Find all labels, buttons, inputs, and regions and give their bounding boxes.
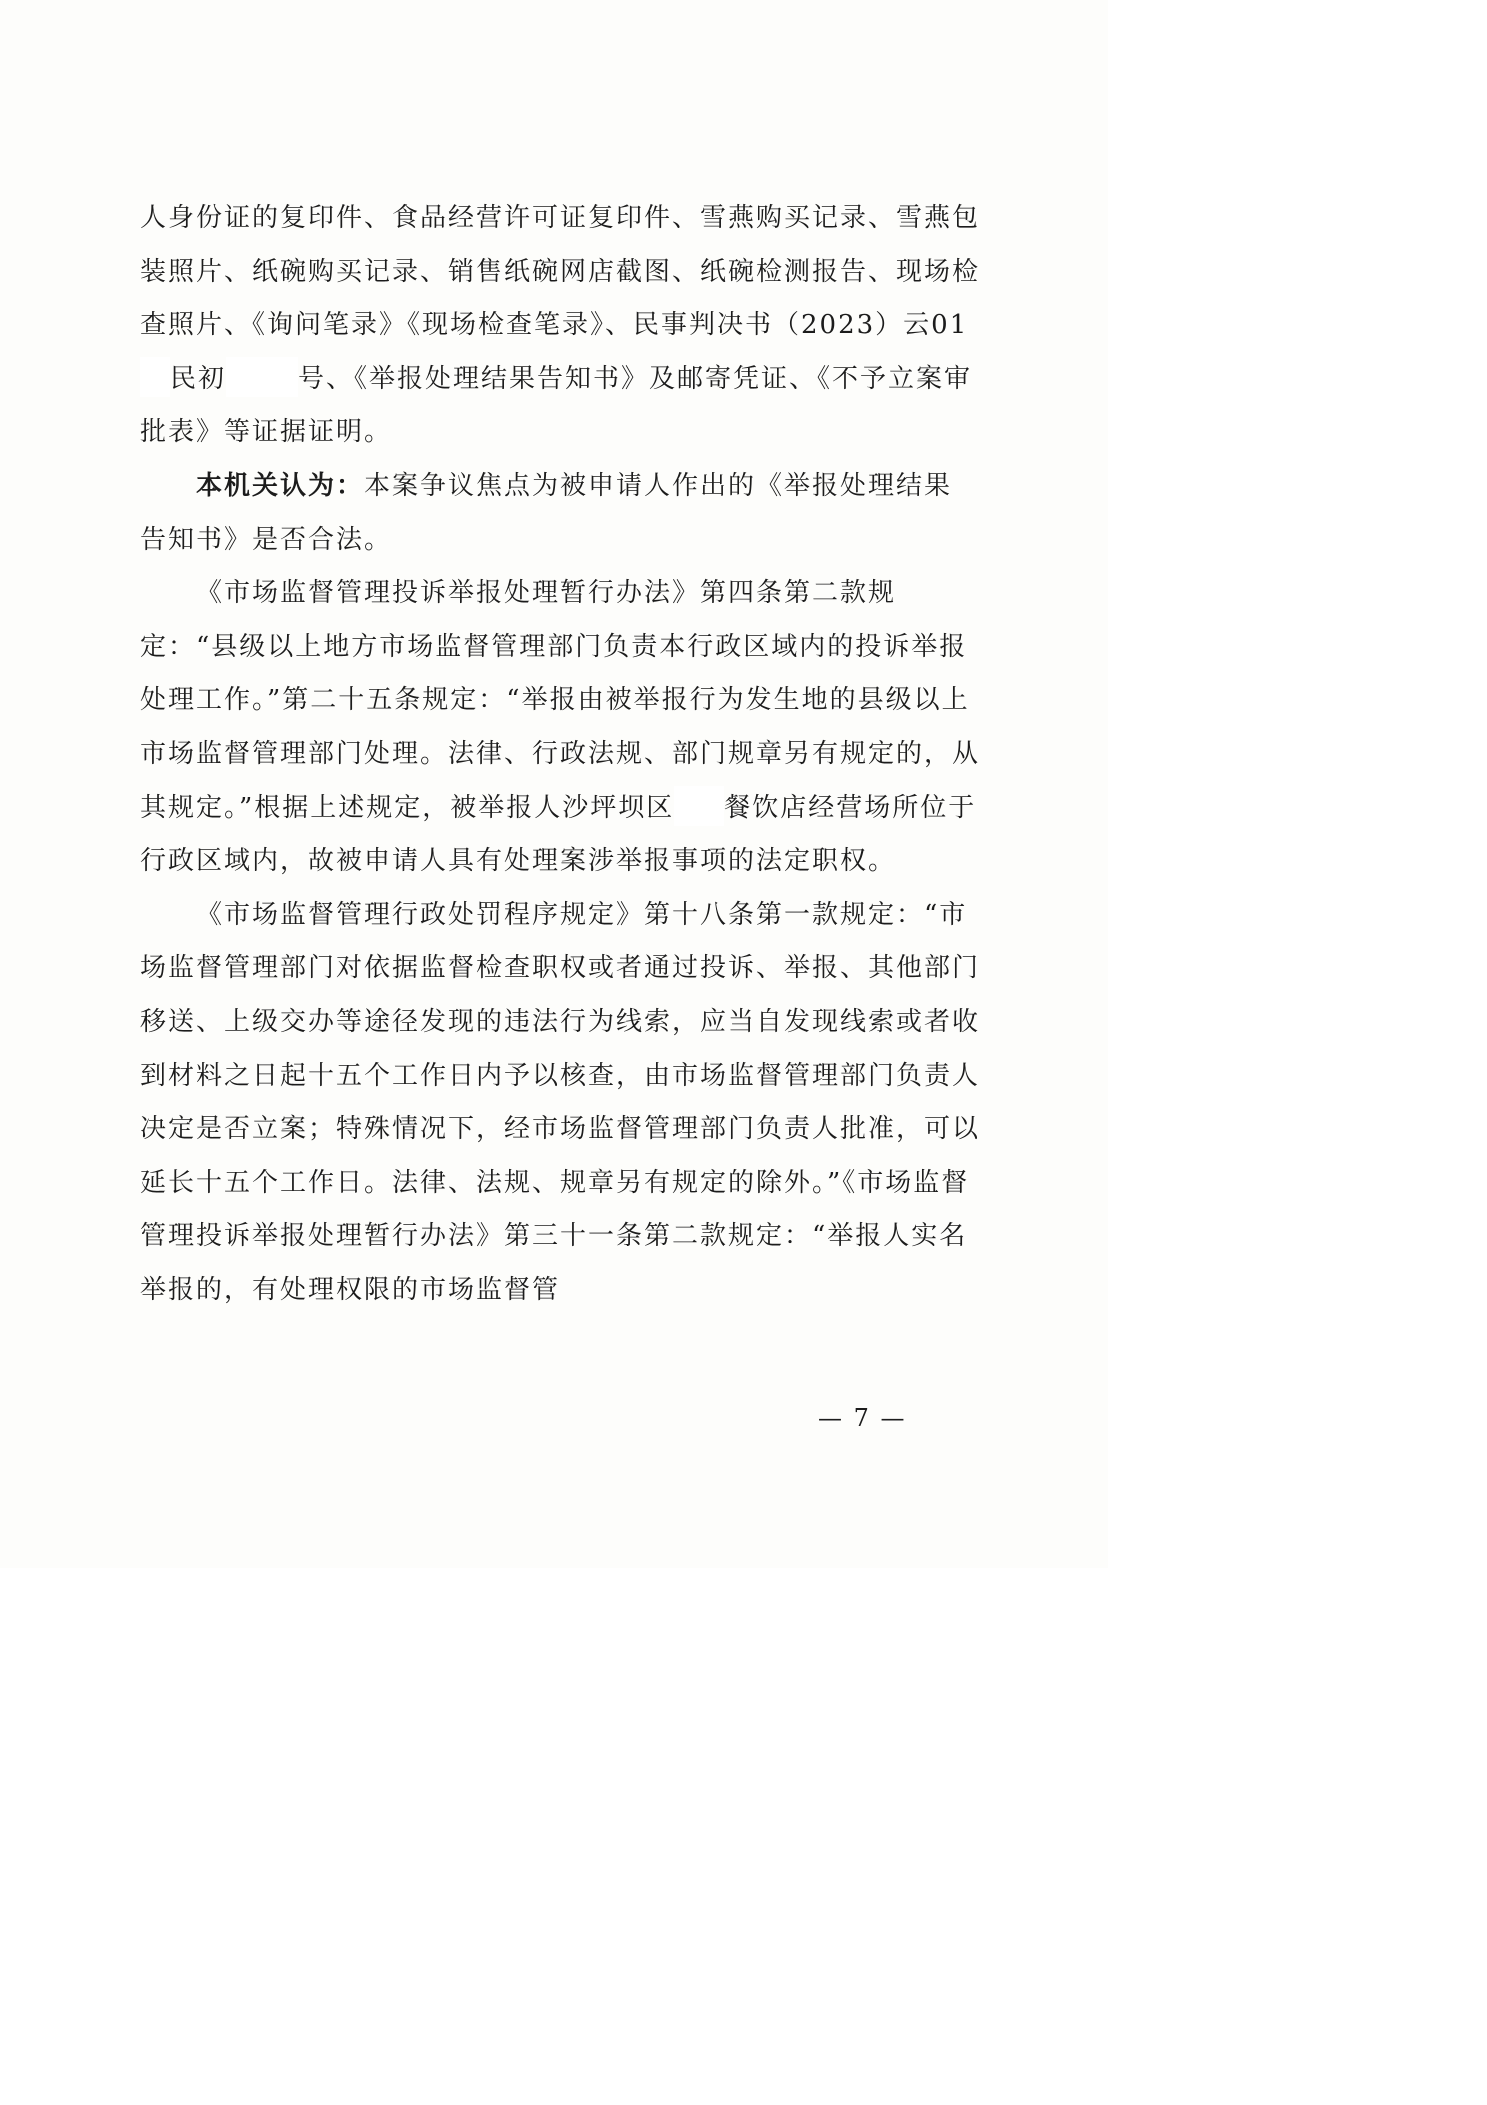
redaction-block	[674, 786, 724, 826]
redaction-block	[140, 357, 170, 397]
paragraph-evidence	[140, 192, 980, 460]
jurisdiction-text: 《市场监督管理投诉举报处理暂行办法》第四条第二款规定：“县级以上地方市场监督管理部门负责本行政区域内的投诉举报处理工作。”第二十五条规定：“举报由被举报行为发生地的县级以上市场监督管理部门处理。法律、行政法规、部门规章另有规定的，从其规定。”根据上述规定，被举报人沙坪坝区	[140, 578, 981, 823]
finding-lead: 本机关认为：	[196, 470, 365, 501]
page-number: — 7 —	[818, 1404, 907, 1432]
jurisdiction-text-continued: 餐饮店经营场所位于行政区域内，故被申请人具有处理案涉举报事项的法定职权。	[140, 792, 977, 877]
finding-text: 本案争议焦点为被申请人作出的《举报处理结果告知书》是否合法。	[140, 470, 953, 555]
procedure-text: 《市场监督管理行政处罚程序规定》第十八条第一款规定：“市场监督管理部门对依据监督检查职权或者通过投诉、举报、其他部门移送、上级交办等途径发现的违法行为线索，应当自发现线索或者收到材料之日起十五个工作日内予以核查，由市场监督管理部门负责人决定是否立案；特殊情况下，经市场监督管理部门负责人批准，可以延长十五个工作日。法律、法规、规章另有规定的除外。”《市场监督管理投诉举报处理暂行办法》第三十一条第二款规定：“举报人实名举报的，有处理权限的市场监督管	[140, 899, 981, 1305]
paragraph-jurisdiction	[140, 567, 980, 889]
evidence-text-part-1: 人身份证的复印件、食品经营许可证复印件、雪燕购买记录、雪燕包装照片、纸碗购买记录、销售纸碗网店截图、纸碗检测报告、现场检查照片、《询问笔录》《现场检查笔录》、民事判决书（2023）云01	[140, 203, 981, 341]
evidence-text-part-2: 民初	[170, 363, 227, 394]
paragraph-procedure	[140, 889, 980, 1318]
paragraph-finding	[140, 460, 980, 567]
document-body	[140, 192, 980, 1317]
redaction-block	[226, 357, 298, 397]
evidence-text-part-3: 号、《举报处理结果告知书》及邮寄凭证、《不予立案审批表》等证据证明。	[140, 363, 973, 448]
